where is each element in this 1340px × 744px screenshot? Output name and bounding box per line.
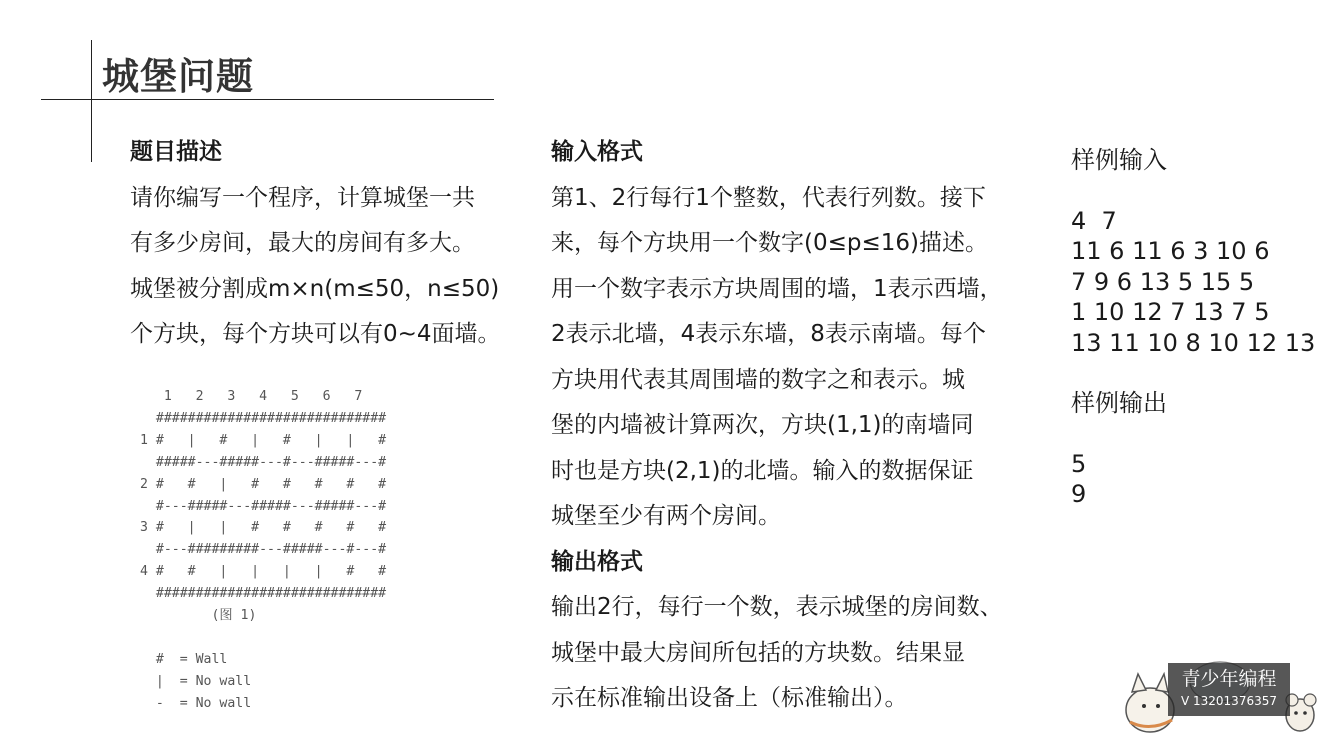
format-section <box>551 130 1046 722</box>
legend-wall: # = Wall <box>140 651 228 667</box>
sample-input-label: 样例输入 <box>1071 146 1167 174</box>
sample-section <box>1071 145 1315 510</box>
input-format-line: 第1、2行每行1个整数，代表行列数。接下 <box>551 184 986 211</box>
watermark-label <box>1168 663 1290 716</box>
sample-input-line: 13 11 10 8 10 12 13 <box>1071 328 1316 357</box>
diagram-caption: (图 1) <box>140 608 257 624</box>
description-line: 城堡被分割成m×n(m≤50，n≤50) <box>130 275 500 302</box>
input-format-heading: 输入格式 <box>551 139 643 165</box>
diagram-line: 1 2 3 4 5 6 7 <box>140 389 363 404</box>
diagram-line: #---#########---#####---#---# <box>140 542 387 558</box>
sample-output-line: 9 <box>1071 480 1087 508</box>
watermark-title: 青少年编程 <box>1181 668 1277 690</box>
watermark-phone: V 13201376357 <box>1180 694 1277 708</box>
diagram-line: #####---#####---#---#####---# <box>140 454 387 470</box>
description-line: 有多少房间，最大的房间有多大。 <box>130 230 475 256</box>
diagram-line: ############################# <box>140 586 387 602</box>
input-format-line: 2表示北墙，4表示东墙，8表示南墙。每个 <box>551 321 986 347</box>
output-format-line: 输出2行，每行一个数，表示城堡的房间数、 <box>551 594 1003 620</box>
diagram-line: 4 # # | | | | # # <box>140 564 387 580</box>
input-format-line: 时也是方块(2,1)的北墙。输入的数据保证 <box>551 457 974 484</box>
sample-output-line: 5 <box>1071 449 1087 478</box>
input-format-line: 用一个数字表示方块周围的墙，1表示西墙， <box>551 275 1003 302</box>
input-format-line: 来，每个方块用一个数字(0≤p≤16)描述。 <box>551 230 988 256</box>
diagram-line: 2 # # | # # # # # <box>140 476 387 492</box>
sample-output-label: 样例输出 <box>1071 389 1167 417</box>
legend-no-wall-vertical: | = No wall <box>140 673 252 689</box>
description-heading: 题目描述 <box>130 139 222 165</box>
description-line: 个方块，每个方块可以有0~4面墙。 <box>130 321 501 347</box>
diagram-line: ############################# <box>140 410 387 426</box>
page-title: 城堡问题 <box>102 55 254 98</box>
input-format-line: 方块用代表其周围墙的数字之和表示。城 <box>551 366 965 393</box>
output-format-line: 示在标准输出设备上（标准输出）。 <box>551 685 908 711</box>
legend-no-wall-horizontal: - = No wall <box>140 695 252 711</box>
input-format-line: 堡的内墙被计算两次，方块(1,1)的南墙同 <box>551 412 974 438</box>
title-vertical-rule <box>91 40 92 162</box>
output-format-line: 城堡中最大房间所包括的方块数。结果显 <box>551 639 965 666</box>
output-format-heading: 输出格式 <box>551 548 643 575</box>
diagram-line: #---#####---#####---#####---# <box>140 498 387 514</box>
diagram-line: 3 # | | # # # # # <box>140 520 387 536</box>
description-section <box>130 130 540 358</box>
diagram-line: 1 # | # | # | | # <box>140 432 387 448</box>
sample-input-line: 4 7 <box>1071 206 1117 235</box>
sample-input-line: 11 6 11 6 3 10 6 <box>1071 237 1270 265</box>
watermark-logo <box>1120 660 1318 738</box>
castle-diagram <box>140 386 386 715</box>
sample-input-line: 7 9 6 13 5 15 5 <box>1071 267 1255 296</box>
input-format-line: 城堡至少有两个房间。 <box>551 503 781 529</box>
sample-input-line: 1 10 12 7 13 7 5 <box>1071 298 1270 326</box>
description-line: 请你编写一个程序，计算城堡一共 <box>130 184 475 211</box>
